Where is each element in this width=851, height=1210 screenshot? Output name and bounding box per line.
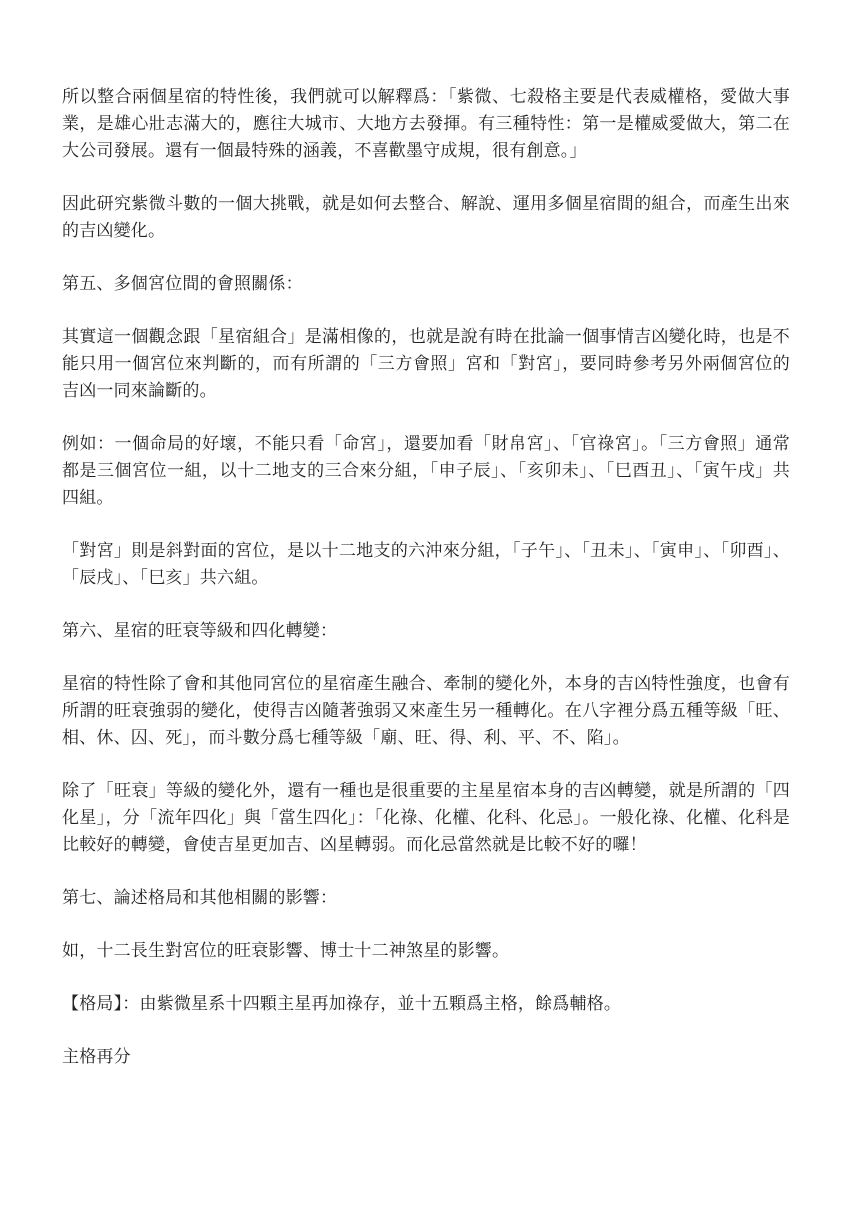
paragraph-influences: 如，十二長生對宮位的旺衰影響、博士十二神煞星的影響。 (62, 941, 510, 961)
paragraph-integration: 所以整合兩個星宿的特性後，我們就可以解釋爲：「紫微、七殺格主要是代表威權格，愛做大事業，是雄心壯志滿大的，應往大城市、大地方去發揮。有三種特性：第一是權威愛做大，第二在大公司發展。還有一個最特殊的涵義，不喜歡墨守成規，很有創意。」 (62, 87, 790, 161)
paragraph-star-strength: 星宿的特性除了會和其他同宮位的星宿產生融合、牽制的變化外，本身的吉凶特性強度，也會有所謂的旺衰強弱的變化，使得吉凶隨著強弱又來產生另一種轉化。在八字裡分爲五種等級「旺、相、休、囚、死」，而斗數分爲七種等級「廟、旺、得、利、平、不、陷」。 (62, 674, 790, 748)
section-heading-6: 第六、星宿的旺衰等級和四化轉變： (62, 621, 338, 641)
paragraph-concept: 其實這一個觀念跟「星宿組合」是滿相像的，也就是說有時在批論一個事情吉凶變化時，也是不能只用一個宮位來判斷的，而有所謂的「三方會照」宮和「對宮」，要同時參考另外兩個宮位的吉凶一同來論斷的。 (62, 327, 790, 401)
section-heading-5: 第五、多個宮位間的會照關係： (62, 274, 303, 294)
section-heading-7: 第七、論述格局和其他相關的影響： (62, 888, 338, 908)
paragraph-opposite-palace: 「對宮」則是斜對面的宮位，是以十二地支的六沖來分組，「子午」、「丑未」、「寅申」、「卯酉」、「辰戌」、「巳亥」共六組。 (62, 541, 790, 588)
paragraph-main-pattern: 主格再分 (62, 1047, 131, 1067)
paragraph-challenge: 因此研究紫微斗數的一個大挑戰，就是如何去整合、解說、運用多個星宿間的組合，而產生出來的吉凶變化。 (62, 194, 790, 241)
paragraph-pattern: 【格局】：由紫微星系十四顆主星再加祿存，並十五顆爲主格，餘爲輔格。 (62, 994, 622, 1014)
paragraph-four-transformations: 除了「旺衰」等級的變化外，還有一種也是很重要的主星星宿本身的吉凶轉變，就是所謂的「四化星」，分「流年四化」與「當生四化」：「化祿、化權、化科、化忌」。一般化祿、化權、化科是比較好的轉變，會使吉星更加吉、凶星轉弱。而化忌當然就是比較不好的囉！ (62, 781, 790, 855)
document-page (62, 84, 790, 1097)
paragraph-example: 例如：一個命局的好壞，不能只看「命宮」，還要加看「財帛宮」、「官祿宮」。「三方會照」通常都是三個宮位一組，以十二地支的三合來分組，「申子辰」、「亥卯未」、「巳酉丑」、「寅午戌」共四組。 (62, 434, 790, 508)
